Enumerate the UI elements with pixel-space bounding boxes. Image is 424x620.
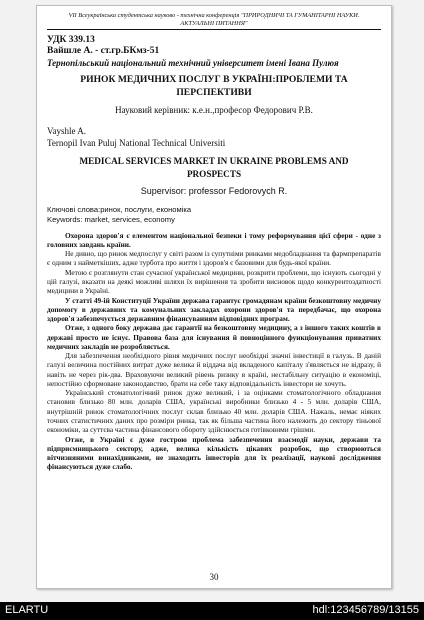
author-ua: Вайшле А. - ст.гр.БКмз-51 — [47, 46, 160, 57]
paragraph: У статті 49-ій Конституції України держава гарантує громадянам країни безкоштовну медичну допомогу в державних та комунальних закладах охорони здоров'я та передбачає, що охорона здоров'я забезпечується державним фінансуванням відповідних програм. — [47, 295, 381, 324]
handle-link[interactable]: hdl:123456789/13155 — [312, 604, 419, 616]
repository-label: ELARTU — [5, 604, 49, 616]
viewer-footer-bar — [0, 602, 424, 620]
conference-header-line-1: VII Всеукраїнська студентська науково - технічна конференція "ПРИРОДНИЧІ ТА ГУМАНІТАРНІ НАУКИ. — [68, 12, 360, 19]
keywords-en: Keywords: market, services, economy — [47, 214, 175, 224]
paragraph: Отже, з одного боку держава дає гарантії на безкоштовну медицину, а з іншого таких коштів в державі просто не існує. Правова база для існування й повноцінного функціонування приватних медичних закладів не розробляється. — [47, 323, 381, 351]
header-rule — [47, 29, 381, 30]
body-text — [47, 231, 381, 472]
title-en — [47, 155, 381, 180]
title-ua — [47, 74, 381, 100]
page-number: 30 — [209, 572, 219, 582]
paragraph: Український стоматологічний ринок дуже великий, і за оцінками стоматологічного обладнання становив близько 80 млн. доларів США, українські виробники близько 4 - 5 млн. доларів США, внутрішній ринок стоматологічних послуг склав близько 40 млн. доларів США. Нажаль, немає ніяких точних статистичних даних про розміри ринка, так як більша частина його належить до сектору тіньової економіки, за суттєва частина фінансового обороту здійснюється готівковими грішми. — [47, 388, 381, 435]
title-ua-line-1: РИНОК МЕДИЧНИХ ПОСЛУГ В УКРАЇНІ:ПРОБЛЕМИ ТА — [80, 74, 348, 86]
supervisor-en: Supervisor: professor Fedorovych R. — [140, 186, 288, 197]
institution-en: Ternopil Ivan Puluj National Technical Universiti — [47, 137, 226, 148]
author-block-en — [47, 126, 381, 149]
title-en-line-1: MEDICAL SERVICES MARKET IN UKRAINE PROBLEMS AND — [79, 156, 349, 167]
conference-header-line-2: АКТУАЛЬНІ ПИТАННЯ" — [180, 19, 248, 27]
conference-header — [47, 12, 381, 27]
paragraph: Для забезпечення необхідного рівня медичних послуг необхідні значні інвестиції в галузь. В даній галузі величина постійних витрат дуже велика й віддача від вкладеного капіталу з'являється не відразу, й навіть не через рік-два. Враховуючи великий рівень ризику в країні, нестабільну ситуацію в економіці, непостійно сформоване законодавство, брати на себе таку відповідальність інвестори не хочуть. — [47, 351, 381, 388]
paragraph: Метою є розглянути стан сучасної української медицини, розкрити проблеми, що існують сьогодні у цій галузі, вказати на деякі можливі шляхи їх вирішення та зробити висновок щодо конкурентоздатності медицини в Україні. — [47, 267, 381, 296]
title-en-line-2: PROSPECTS — [186, 168, 242, 179]
paragraph: Отже, в Україні є дуже гострою проблема забезпечення взаємодії науки, держави та підприємницького сектору, адже, велика кількість цікавих розробок, що створюються вітчизняними винахідниками, не знаходить інвесторів для їх реалізації, наукові дослідження фінансуються дуже слабо. — [47, 434, 381, 472]
paper-page — [36, 5, 392, 589]
page-content — [47, 12, 381, 472]
keywords-ua: Ключові слова:ринок, послуги, економіка — [47, 205, 192, 215]
supervisor-ua: Науковий керівник: к.е.н.,професор Федорович Р.В. — [115, 105, 313, 115]
paragraph: Не дивно, що ринок медпослуг у світі разом із супутніми ринками медобладнання та фармпрепаратів є одним з найметкіших, адже турбота про життя і здоров'я є базовими для будь-якої країни. — [47, 249, 381, 268]
institution-ua: Тернопільський національний технічний університет імені Івана Пулюя — [47, 57, 339, 68]
udk-code: УДК 339.13 — [47, 35, 95, 46]
paragraph: Охорона здоров'я є елементом національної безпеки і тому реформування цієї сфери - одне з головних завдань країни. — [47, 230, 381, 249]
author-en: Vayshle A. — [47, 126, 86, 136]
keywords-block — [47, 205, 381, 224]
title-ua-line-2: ПЕРСПЕКТИВИ — [176, 87, 252, 99]
